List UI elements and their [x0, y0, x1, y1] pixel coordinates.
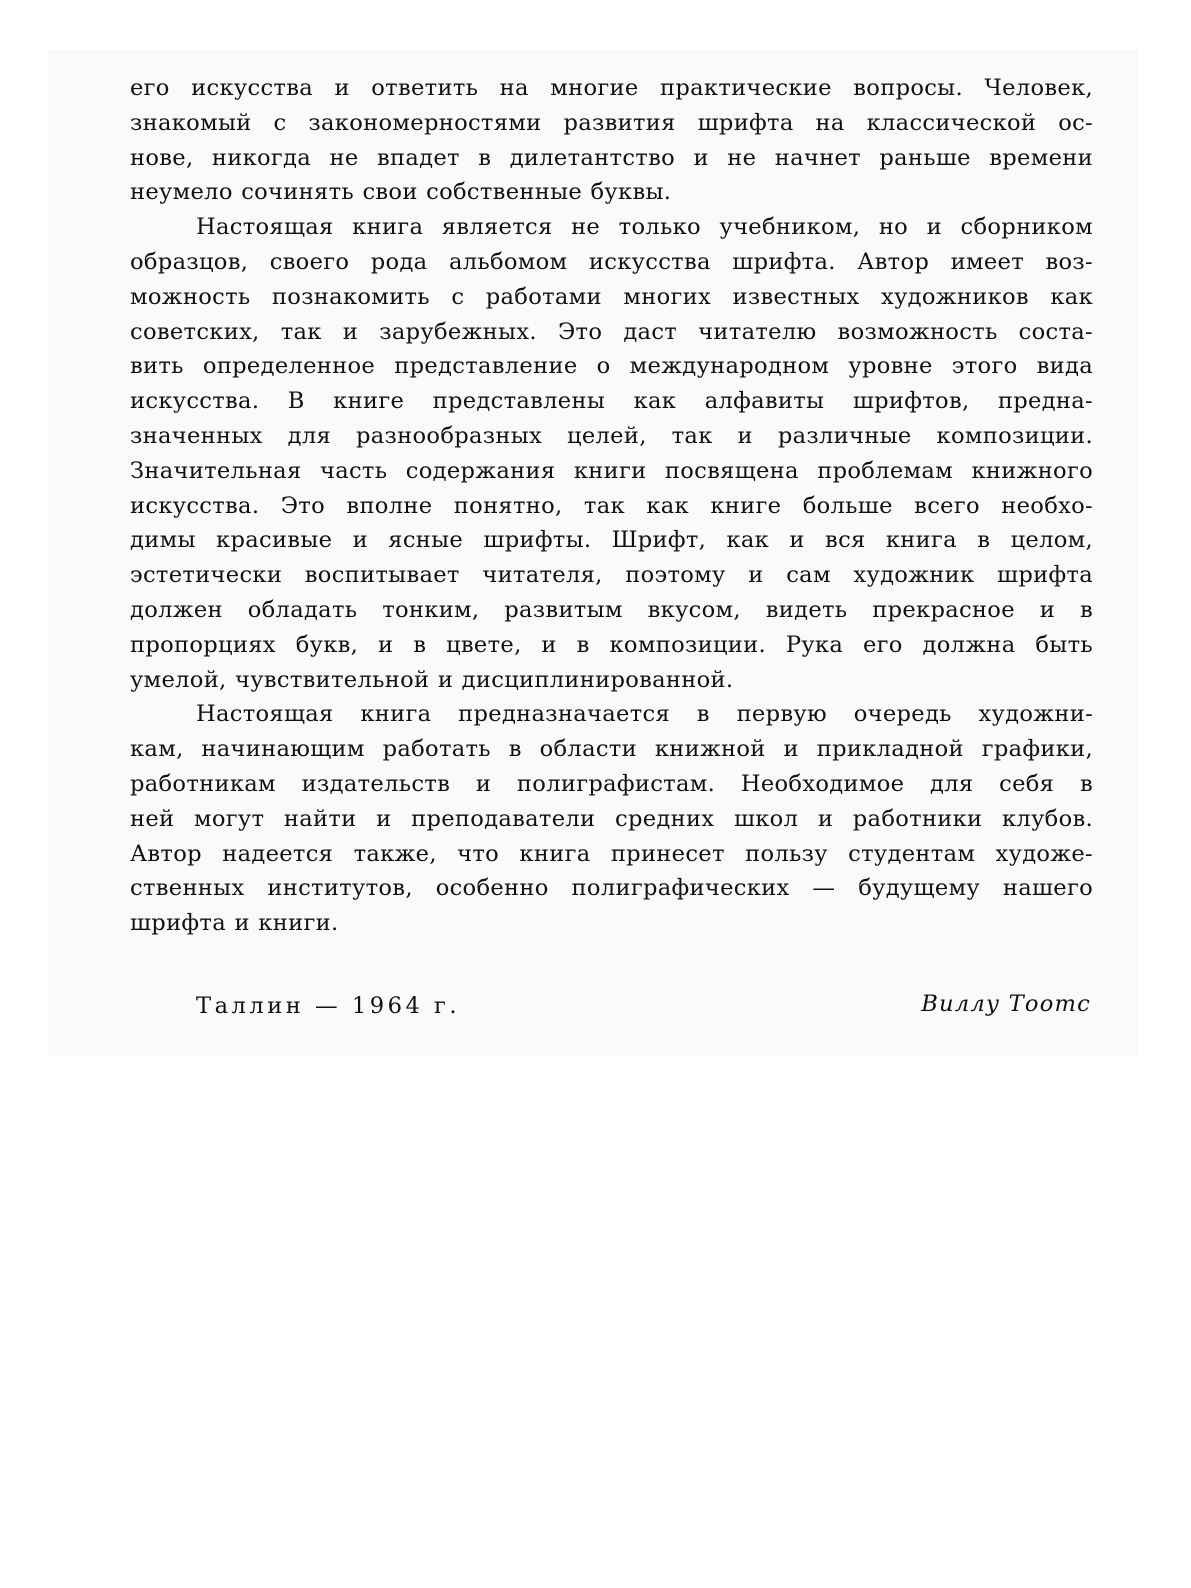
text-line: кам, начинающим работать в области книжной и прикладной графики, [130, 736, 1093, 763]
text-line: значенных для разнообразных целей, так и различные композиции. [130, 422, 1093, 449]
body-text [130, 71, 1093, 941]
text-line: эстетически воспитывает читателя, поэтому и сам художник шрифта [130, 562, 1093, 589]
text-line: умелой, чувствительной и дисциплинированной. [130, 666, 734, 693]
text-line: нове, никогда не впадет в дилетантство и не начнет раньше времени [130, 144, 1093, 171]
text-line: неумело сочинять свои собственные буквы. [130, 179, 672, 206]
text-line: ней могут найти и преподаватели средних школ и работники клубов. [130, 805, 1093, 832]
text-line: шрифта и книги. [130, 910, 339, 937]
text-line: знакомый с закономерностями развития шрифта на классической ос- [130, 109, 1093, 136]
text-line: образцов, своего рода альбомом искусства шрифта. Автор имеет воз- [130, 248, 1093, 275]
text-line: советских, так и зарубежных. Это даст читателю возможность соста- [130, 318, 1093, 345]
text-line: пропорциях букв, и в цвете, и в композиции. Рука его должна быть [130, 631, 1093, 658]
text-line: должен обладать тонким, развитым вкусом, видеть прекрасное и в [130, 596, 1093, 623]
text-line: искусства. В книге представлены как алфавиты шрифтов, предна- [130, 388, 1093, 415]
text-line: можность познакомить с работами многих известных художников как [130, 283, 1093, 310]
text-line: его искусства и ответить на многие практические вопросы. Человек, [130, 75, 1093, 101]
text-line: искусства. Это вполне понятно, так как книге больше всего необхо- [130, 492, 1093, 519]
author-name: Виллу Тоотс [921, 991, 1091, 1017]
text-line: Настоящая книга предназначается в первую очередь художни- [196, 701, 1093, 728]
closing-signature [130, 987, 1093, 1027]
text-line: ственных институтов, особенно полиграфических — будущему нашего [130, 875, 1093, 902]
text-line: Настоящая книга является не только учебником, но и сборником [196, 214, 1093, 241]
text-line: Значительная часть содержания книги посвящена проблемам книжного [130, 457, 1093, 484]
text-line: димы красивые и ясные шрифты. Шрифт, как и вся книга в целом, [130, 527, 1093, 554]
text-line: работникам издательств и полиграфистам. Необходимое для себя в [130, 770, 1093, 797]
place-date: Таллин — 1964 г. [196, 993, 461, 1019]
text-line: Автор надеется также, что книга принесет пользу студентам художе- [130, 840, 1093, 867]
text-line: вить определенное представление о международном уровне этого вида [130, 353, 1093, 380]
